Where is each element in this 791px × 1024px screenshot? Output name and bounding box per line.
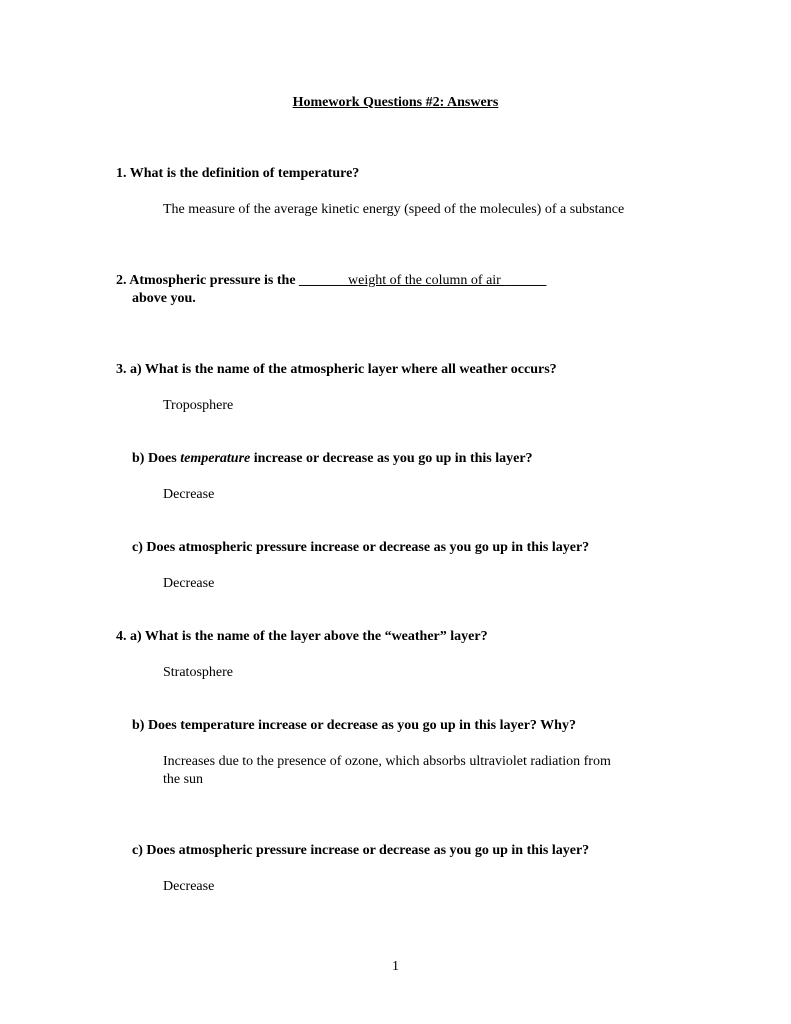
question-3b-emphasis: temperature <box>180 451 251 466</box>
question-1: 1. What is the definition of temperature? <box>116 166 360 181</box>
question-2-blank-right: ______ <box>504 273 547 288</box>
answer-4b-line-1: Increases due to the presence of ozone, which absorbs ultraviolet radiation from <box>163 754 611 769</box>
question-3b <box>132 450 533 468</box>
question-2-prefix: 2. Atmospheric pressure is the <box>116 273 300 288</box>
question-3b-prefix: b) Does <box>132 451 181 466</box>
answer-4a: Stratosphere <box>163 665 233 680</box>
question-3a: 3. a) What is the name of the atmospheric layer where all weather occurs? <box>116 362 557 377</box>
answer-3b: Decrease <box>163 487 215 502</box>
answer-4c: Decrease <box>163 879 215 894</box>
answer-4b-line-2: the sun <box>163 772 204 787</box>
question-2-blank-left: _______ <box>299 273 349 288</box>
question-3b-suffix: increase or decrease as you go up in this layer? <box>250 451 533 466</box>
page-number: 1 <box>392 959 399 974</box>
answer-2: weight of the column of air <box>348 273 505 288</box>
question-4c: c) Does atmospheric pressure increase or decrease as you go up in this layer? <box>132 843 590 858</box>
answer-1: The measure of the average kinetic energy (speed of the molecules) of a substance <box>163 202 625 217</box>
document-title: Homework Questions #2: Answers <box>292 95 499 110</box>
answer-3a: Troposphere <box>163 398 234 413</box>
question-4a: 4. a) What is the name of the layer above the “weather” layer? <box>116 629 488 644</box>
question-3c: c) Does atmospheric pressure increase or decrease as you go up in this layer? <box>132 540 590 555</box>
question-2 <box>116 272 546 290</box>
answer-3c: Decrease <box>163 576 215 591</box>
question-4b: b) Does temperature increase or decrease as you go up in this layer? Why? <box>132 718 576 733</box>
question-2-suffix: above you. <box>132 291 196 306</box>
